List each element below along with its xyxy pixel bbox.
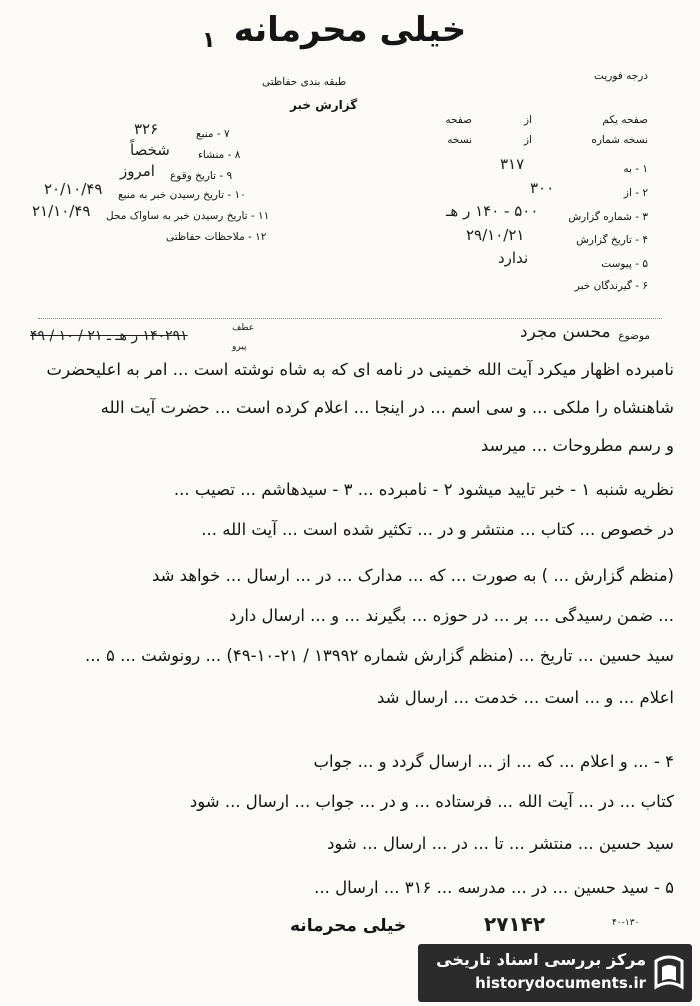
field-local-arrival-value: ۲۱/۱۰/۴۹ (32, 202, 91, 220)
body-line: ۴ - ... و اعلام ... که ... از ... ارسال گردد و ... جواب (313, 752, 674, 771)
stamp-number: ۲۷۱۴۲ (484, 912, 546, 936)
field-origin-label: ۸ - منشاء (198, 149, 241, 161)
body-line: و رسم مطروحات ... میرسد (480, 436, 674, 455)
field-security-notes-label: ۱۲ - ملاحظات حفاظتی (166, 231, 267, 243)
field-report-number-value: ۵۰۰ - ۱۴۰ ر هـ (446, 202, 539, 220)
subject-value: محسن مجرد (520, 322, 611, 342)
divider (38, 318, 662, 319)
body-line: (منظم گزارش ... ) به صورت ... که ... مدارک ... در ... ارسال ... خواهد شد (151, 566, 674, 585)
ref-tag-bottom: پیرو (232, 342, 247, 352)
report-type: گزارش خبر (290, 98, 358, 112)
archive-logo-icon (652, 953, 686, 993)
document-title: خیلی محرمانه (233, 10, 467, 50)
archive-url: historydocuments.ir (475, 974, 646, 992)
field-to-label: ۱ - به (623, 163, 648, 175)
body-line: اعلام ... و ... است ... خدمت ... ارسال شد (377, 688, 674, 707)
copy-total-label: نسخه (447, 134, 472, 146)
field-report-date-value: ۲۹/۱۰/۲۱ (466, 226, 525, 244)
footer-classification: خیلی محرمانه (290, 916, 407, 936)
field-attachment-label: ۵ - پیوست (601, 258, 648, 270)
field-from-label: ۲ - از (623, 187, 648, 199)
body-line: شاهنشاه را ملکی ... و سی اسم ... در اینجا ... اعلام کرده است ... حضرت آیت الله (100, 398, 674, 417)
field-source-arrival-value: ۲۰/۱۰/۴۹ (44, 180, 103, 198)
field-report-number-label: ۳ - شماره گزارش (568, 211, 648, 223)
page-total-label: صفحه (445, 114, 472, 126)
field-occurrence-date-value: امروز (120, 162, 155, 180)
field-origin-value: شخصاً (130, 141, 170, 159)
field-source-label: ۷ - منبع (196, 128, 230, 140)
field-occurrence-date-label: ۹ - تاریخ وقوع (170, 170, 233, 182)
body-line: سید حسین ... تاریخ ... (منظم گزارش شماره ۱۳۹۹۲ / ۲۱-۱۰-۴۹) ... رونوشت ... ۵ ... (85, 646, 674, 665)
archive-watermark (418, 944, 692, 1002)
subject-label: موضوع (618, 330, 650, 342)
field-attachment-value: ندارد (498, 249, 529, 267)
body-line: سید حسین ... منتشر ... تا ... در ... ارسال ... شود (327, 834, 674, 853)
priority-label: درجه فوریت (594, 70, 648, 82)
body-line: کتاب ... در ... آیت الله ... فرستاده ... و در ... جواب ... ارسال ... شود (189, 792, 674, 811)
body-line: نظریه شنبه ۱ - خبر تایید میشود ۲ - نامبرده ... ۳ - سیدهاشم ... تصیب ... (173, 480, 674, 499)
bottom-small-number: ۴۰-۱۳۰ (612, 918, 640, 928)
field-from-value: ۳۰۰ (530, 179, 555, 197)
field-to-value: ۳۱۷ (500, 155, 525, 173)
copy-of-label: از (524, 134, 532, 146)
field-report-date-label: ۴ - تاریخ گزارش (576, 234, 648, 246)
field-recipients-label: ۶ - گیرندگان خبر (574, 280, 648, 292)
copy-label: نسخه شماره (591, 134, 648, 146)
classification-label: طبقه بندی حفاظتی (262, 76, 347, 88)
field-source-value: ۳۲۶ (134, 120, 159, 138)
subject-reference: ۱۴۰۲۹۱ ر هـ ـ ۲۱ / ۱۰ / ۴۹ (30, 328, 188, 344)
body-line: ... ضمن رسیدگی ... بر ... در حوزه ... بگیرند ... و ... ارسال دارد (229, 606, 674, 625)
field-source-arrival-label: ۱۰ - تاریخ رسیدن خبر به منبع (118, 189, 246, 201)
body-line: ۵ - سید حسین ... در ... مدرسه ... ۳۱۶ ... ارسال ... (314, 878, 674, 897)
ref-tag-top: عطف (232, 323, 255, 333)
body-line: نامبرده اظهار میکرد آیت الله خمینی در نامه ای که به شاه نوشته است ... امر به اعلیحضرت (46, 360, 674, 379)
page-label: صفحه یکم (602, 114, 648, 126)
title-number: ۱ (202, 28, 216, 53)
body-line: در خصوص ... کتاب ... منتشر و در ... تکثیر شده است ... آیت الله ... (201, 520, 674, 539)
page-of-label: از (524, 114, 532, 126)
field-local-arrival-label: ۱۱ - تاریخ رسیدن خبر به ساواک محل (106, 210, 270, 222)
archive-name: مرکز بررسی اسناد تاریخی (436, 950, 646, 969)
